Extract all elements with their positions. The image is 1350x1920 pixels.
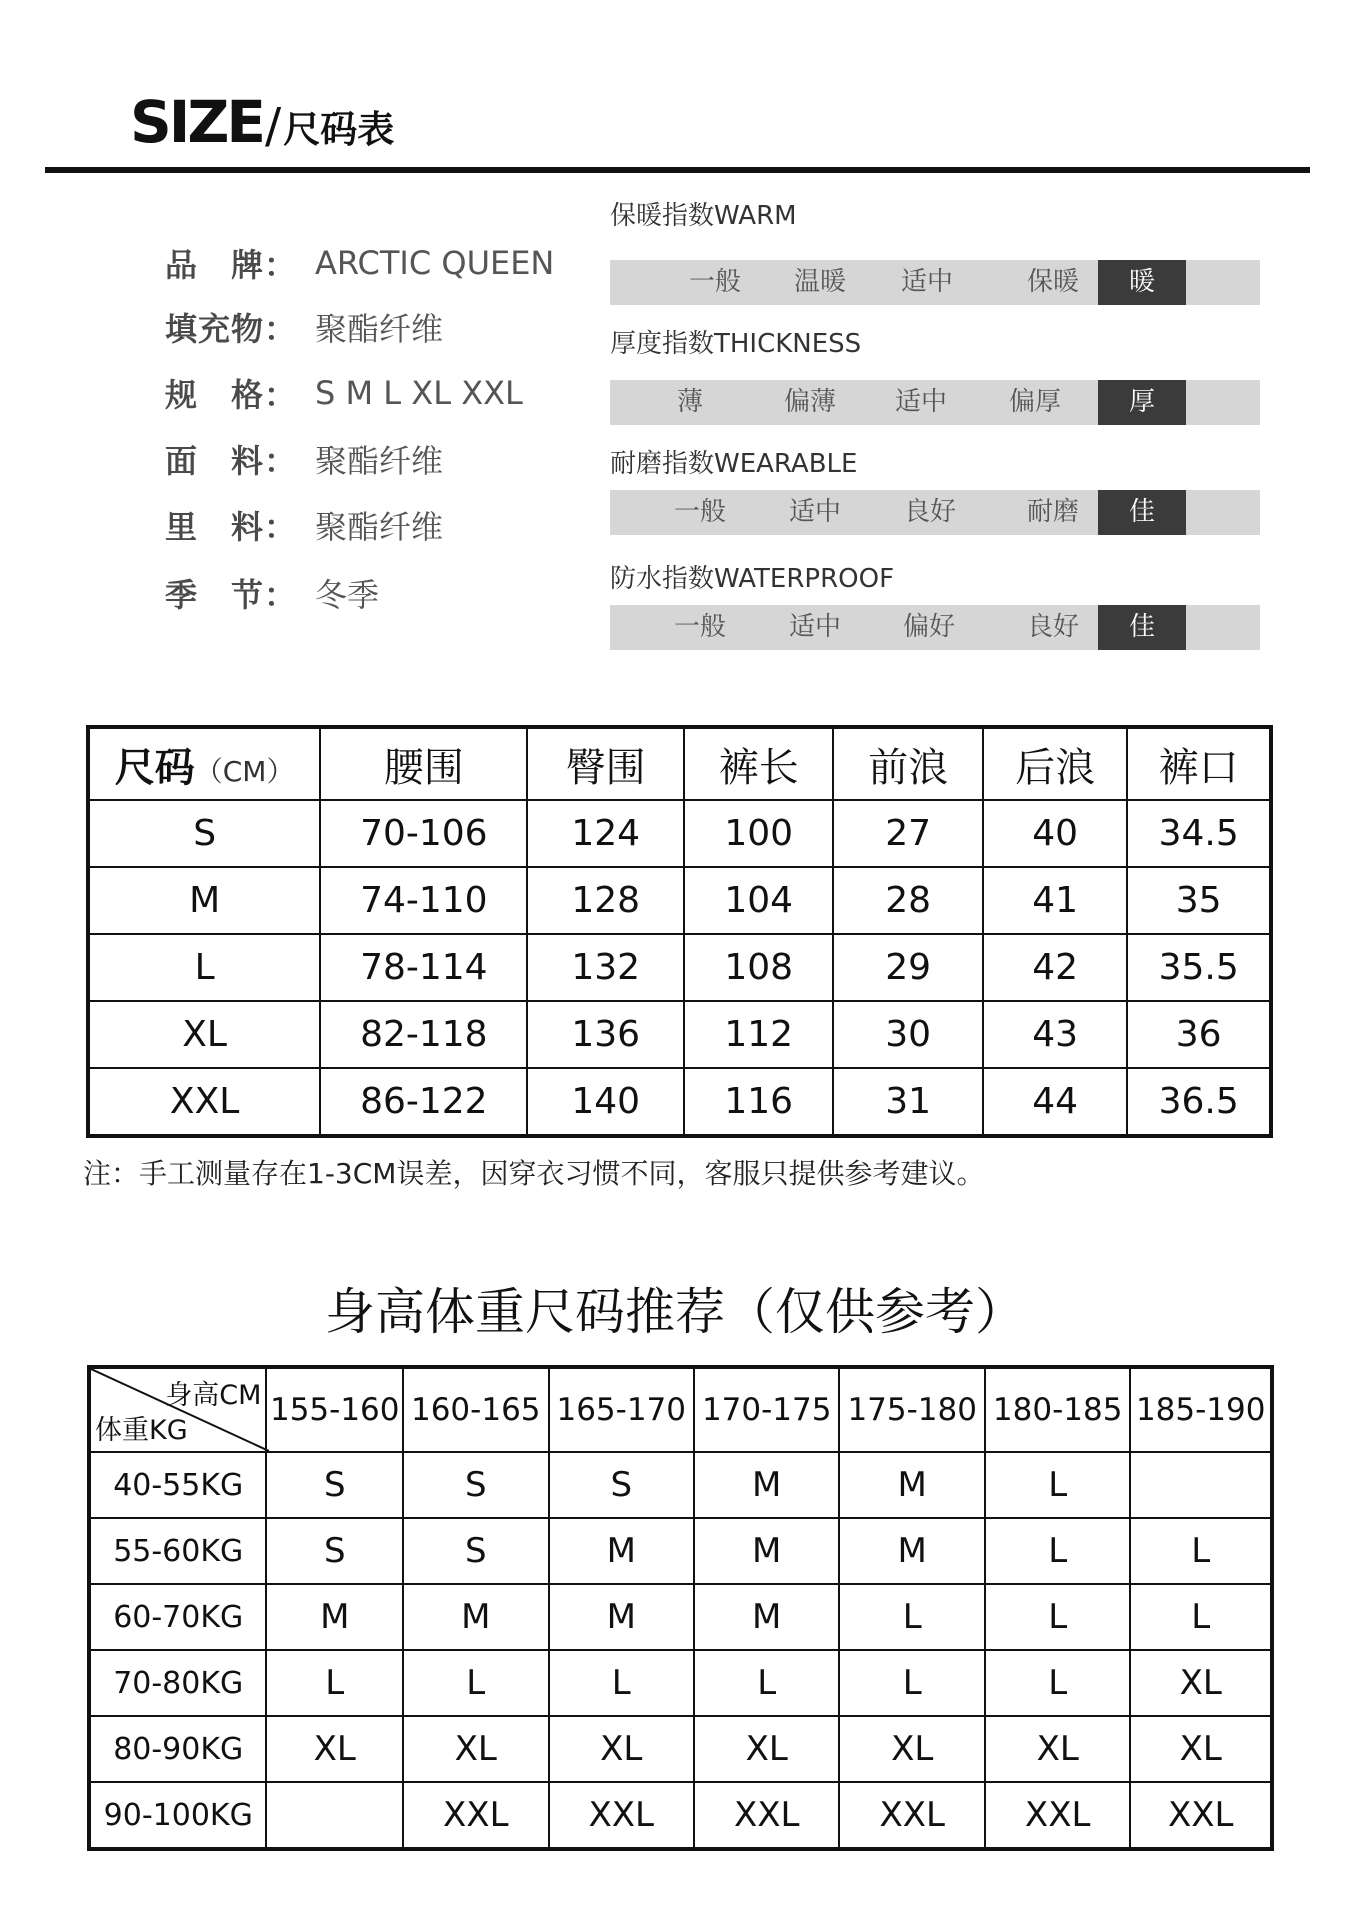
size-table-header (88, 727, 1271, 800)
size-cell: S (266, 1518, 403, 1584)
info-value: 聚酯纤维 (315, 310, 444, 348)
table-row (88, 1001, 1271, 1068)
size-cell: XL (266, 1716, 403, 1782)
info-row-season (165, 568, 379, 618)
info-value: 聚酯纤维 (315, 442, 444, 480)
info-label: 面 料： (165, 442, 298, 480)
info-row-spec (165, 368, 523, 418)
value-cell: 104 (684, 867, 834, 934)
size-cell: M (266, 1584, 403, 1650)
header-waist: 腰围 (320, 727, 527, 800)
value-cell: 136 (527, 1001, 684, 1068)
index-level: 良好 (903, 497, 956, 527)
value-cell: 78-114 (320, 934, 527, 1001)
index-level: 偏厚 (1008, 387, 1061, 417)
measurement-note: 注：手工测量存在1-3CM误差，因穿衣习惯不同，客服只提供参考建议。 (83, 1157, 985, 1190)
size-cell: S (88, 800, 320, 867)
index-title: 厚度指数THICKNESS (610, 329, 862, 359)
size-cell: XXL (985, 1782, 1130, 1849)
index-selected-label: 佳 (1128, 497, 1155, 527)
value-cell: 35.5 (1127, 934, 1271, 1001)
page-header (130, 88, 394, 156)
title-slash: / (265, 98, 282, 154)
value-cell: 140 (527, 1068, 684, 1136)
size-cell: XL (549, 1716, 694, 1782)
info-label: 季 节： (165, 576, 298, 614)
table-row (89, 1650, 1272, 1716)
size-cell: XL (88, 1001, 320, 1068)
title-cn: 尺码表 (283, 108, 395, 151)
height-header: 185-190 (1130, 1367, 1272, 1452)
index-level: 薄 (676, 387, 703, 417)
index-level: 一般 (688, 267, 741, 297)
info-label: 规 格： (165, 376, 298, 414)
index-selected (1098, 380, 1186, 425)
index-level: 偏薄 (783, 387, 836, 417)
header-unit: （CM） (194, 754, 295, 788)
size-cell: S (403, 1452, 548, 1518)
recommendation-title: 身高体重尺码推荐（仅供参考） (325, 1283, 1025, 1341)
size-cell: XL (1130, 1716, 1272, 1782)
value-cell: 42 (983, 934, 1127, 1001)
value-cell: 27 (833, 800, 982, 867)
value-cell: 70-106 (320, 800, 527, 867)
size-cell: L (839, 1650, 984, 1716)
size-cell: XXL (549, 1782, 694, 1849)
value-cell: 35 (1127, 867, 1271, 934)
size-cell (1130, 1452, 1272, 1518)
header-front-rise: 前浪 (833, 727, 982, 800)
size-cell: M (403, 1584, 548, 1650)
height-header: 175-180 (839, 1367, 984, 1452)
value-cell: 44 (983, 1068, 1127, 1136)
info-label: 填充物： (165, 310, 298, 348)
size-cell: M (694, 1452, 839, 1518)
size-cell: L (985, 1518, 1130, 1584)
index-level: 温暖 (793, 267, 846, 297)
index-selected (1098, 605, 1186, 650)
size-cell: L (694, 1650, 839, 1716)
index-title: 防水指数WATERPROOF (610, 564, 895, 594)
table-row (89, 1716, 1272, 1782)
table-row (88, 867, 1271, 934)
header-size-cell (88, 727, 320, 800)
value-cell: 86-122 (320, 1068, 527, 1136)
weight-cell: 70-80KG (89, 1650, 266, 1716)
size-cell: XXL (403, 1782, 548, 1849)
index-level: 保暖 (1026, 267, 1079, 297)
index-level: 耐磨 (1026, 497, 1079, 527)
corner-weight-label: 体重KG (95, 1415, 188, 1446)
size-cell: L (549, 1650, 694, 1716)
index-level: 适中 (788, 497, 841, 527)
weight-cell: 60-70KG (89, 1584, 266, 1650)
weight-cell: 80-90KG (89, 1716, 266, 1782)
header-leg-opening: 裤口 (1127, 727, 1271, 800)
size-cell: L (985, 1452, 1130, 1518)
size-cell: L (985, 1650, 1130, 1716)
table-row (89, 1782, 1272, 1849)
value-cell: 34.5 (1127, 800, 1271, 867)
value-cell: 40 (983, 800, 1127, 867)
value-cell: 108 (684, 934, 834, 1001)
header-hip: 臀围 (527, 727, 684, 800)
size-cell: L (839, 1584, 984, 1650)
value-cell: 112 (684, 1001, 834, 1068)
header-divider (45, 167, 1310, 173)
index-selected (1098, 490, 1186, 535)
value-cell: 82-118 (320, 1001, 527, 1068)
info-row-fabric (165, 434, 443, 484)
index-level: 偏好 (902, 612, 955, 642)
header-length: 裤长 (684, 727, 834, 800)
index-level: 一般 (673, 497, 726, 527)
weight-cell: 40-55KG (89, 1452, 266, 1518)
index-level: 一般 (673, 612, 726, 642)
size-cell: S (403, 1518, 548, 1584)
table-row (88, 800, 1271, 867)
size-cell: L (985, 1584, 1130, 1650)
index-title: 耐磨指数WEARABLE (610, 449, 858, 479)
value-cell: 116 (684, 1068, 834, 1136)
size-cell: M (839, 1452, 984, 1518)
size-cell: M (88, 867, 320, 934)
weight-cell: 55-60KG (89, 1518, 266, 1584)
info-value: ARCTIC QUEEN (315, 244, 555, 282)
weight-cell: 90-100KG (89, 1782, 266, 1849)
size-cell: L (88, 934, 320, 1001)
height-header: 155-160 (266, 1367, 403, 1452)
size-cell: L (266, 1650, 403, 1716)
size-cell: XXL (88, 1068, 320, 1136)
size-cell: XXL (694, 1782, 839, 1849)
value-cell: 128 (527, 867, 684, 934)
value-cell: 29 (833, 934, 982, 1001)
info-value: S M L XL XXL (315, 374, 523, 412)
value-cell: 74-110 (320, 867, 527, 934)
value-cell: 41 (983, 867, 1127, 934)
index-bar (610, 605, 1260, 650)
height-header: 160-165 (403, 1367, 548, 1452)
index-selected-label: 佳 (1128, 612, 1155, 642)
value-cell: 30 (833, 1001, 982, 1068)
corner-height-label: 身高CM (165, 1380, 262, 1411)
size-cell (266, 1782, 403, 1849)
table-row (89, 1518, 1272, 1584)
index-level: 适中 (894, 387, 947, 417)
recommendation-header (89, 1367, 1272, 1452)
index-title: 保暖指数WARM (610, 201, 797, 231)
info-row-brand (165, 238, 554, 288)
info-value: 冬季 (315, 576, 380, 614)
size-cell: S (266, 1452, 403, 1518)
value-cell: 100 (684, 800, 834, 867)
info-row-lining (165, 500, 443, 550)
value-cell: 28 (833, 867, 982, 934)
size-cell: XXL (1130, 1782, 1272, 1849)
size-cell: L (1130, 1584, 1272, 1650)
index-selected-label: 暖 (1128, 267, 1155, 297)
header-size: 尺码 (114, 744, 195, 791)
info-label: 里 料： (165, 508, 298, 546)
index-selected (1098, 260, 1186, 305)
index-level: 良好 (1026, 612, 1079, 642)
size-cell: XL (403, 1716, 548, 1782)
index-bar (610, 490, 1260, 535)
size-cell: S (549, 1452, 694, 1518)
index-bar (610, 260, 1260, 305)
index-bar (610, 380, 1260, 425)
table-row (88, 1068, 1271, 1136)
value-cell: 36.5 (1127, 1068, 1271, 1136)
index-level: 适中 (900, 267, 953, 297)
height-header: 180-185 (985, 1367, 1130, 1452)
size-cell: XL (1130, 1650, 1272, 1716)
index-level: 适中 (788, 612, 841, 642)
info-label: 品 牌： (165, 246, 298, 284)
value-cell: 31 (833, 1068, 982, 1136)
size-cell: XL (985, 1716, 1130, 1782)
value-cell: 43 (983, 1001, 1127, 1068)
size-cell: M (694, 1584, 839, 1650)
size-cell: M (694, 1518, 839, 1584)
size-cell: XL (694, 1716, 839, 1782)
size-table (86, 725, 1273, 1138)
table-row (88, 934, 1271, 1001)
table-row (89, 1452, 1272, 1518)
size-cell: M (549, 1518, 694, 1584)
size-cell: XL (839, 1716, 984, 1782)
size-cell: M (839, 1518, 984, 1584)
recommendation-table (87, 1365, 1274, 1851)
size-cell: L (403, 1650, 548, 1716)
title-en: SIZE (130, 88, 264, 156)
index-selected-label: 厚 (1128, 387, 1155, 417)
size-cell: XXL (839, 1782, 984, 1849)
header-back-rise: 后浪 (983, 727, 1127, 800)
height-header: 165-170 (549, 1367, 694, 1452)
size-cell: L (1130, 1518, 1272, 1584)
corner-cell (89, 1367, 266, 1452)
size-cell: M (549, 1584, 694, 1650)
value-cell: 36 (1127, 1001, 1271, 1068)
table-row (89, 1584, 1272, 1650)
info-value: 聚酯纤维 (315, 508, 444, 546)
value-cell: 132 (527, 934, 684, 1001)
value-cell: 124 (527, 800, 684, 867)
height-header: 170-175 (694, 1367, 839, 1452)
info-row-filling (165, 302, 443, 352)
